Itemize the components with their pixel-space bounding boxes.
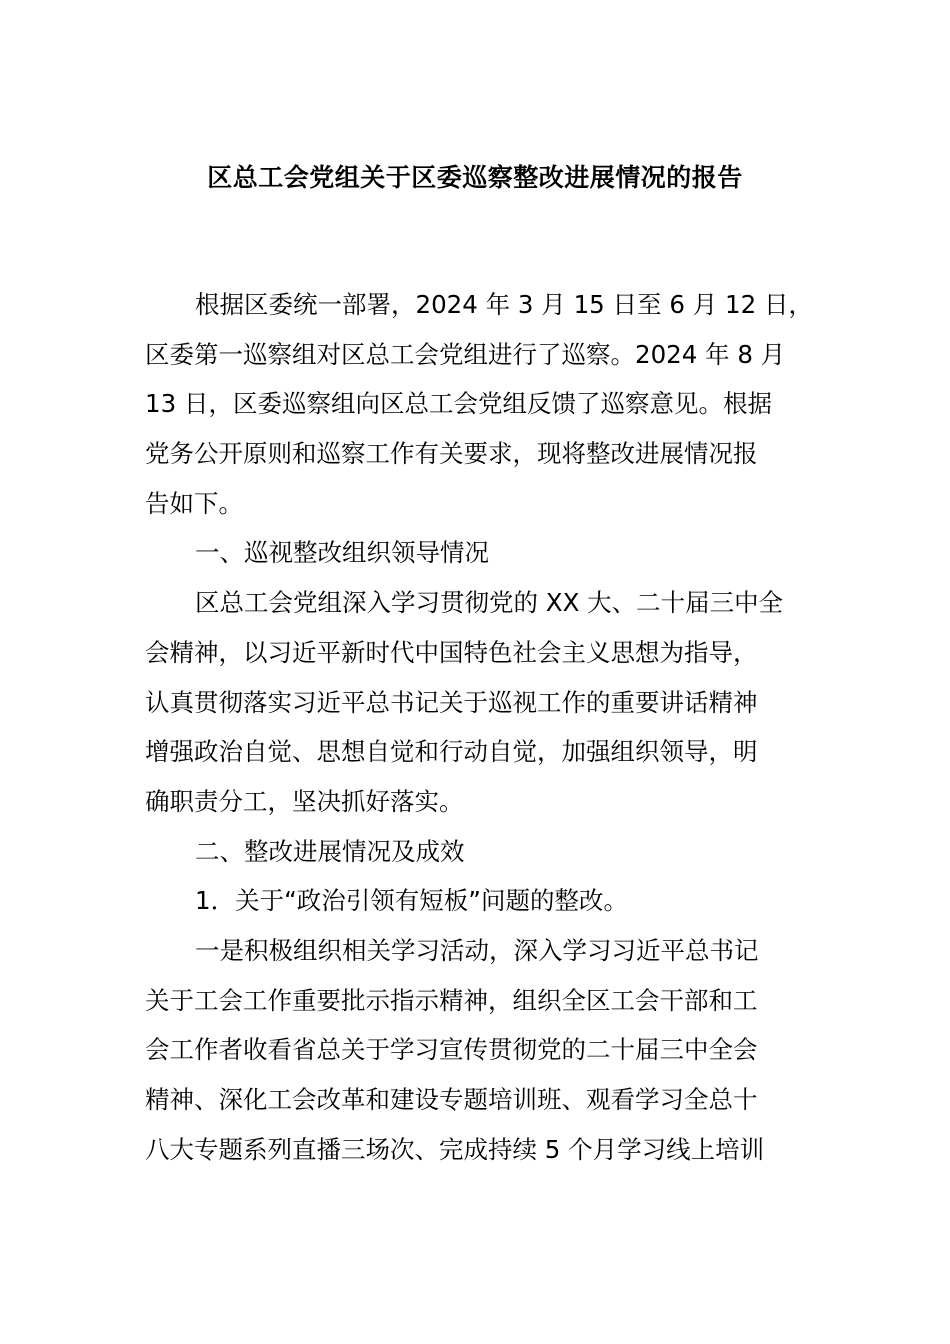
body-line: 增强政治自觉、思想自觉和行动自觉，加强组织领导，明 [145,737,758,767]
body-line: 一、巡视整改组织领导情况 [195,538,489,568]
body-line: 根据区委统一部署，2024 年 3 月 15 日至 6 月 12 日， [195,290,813,319]
body-line: 会精神，以习近平新时代中国特色社会主义思想为指导， [145,637,758,667]
document-body [145,280,825,1174]
body-line: 一是积极组织相关学习活动，深入学习习近平总书记 [195,935,759,965]
body-line: 告如下。 [145,488,243,518]
body-line: 关于工会工作重要批示指示精神，组织全区工会干部和工 [145,985,758,1015]
body-line: 精神、深化工会改革和建设专题培训班、观看学习全总十 [145,1085,758,1114]
body-line: 党务公开原则和巡察工作有关要求，现将整改进展情况报 [145,439,758,469]
body-line: 区总工会党组深入学习贯彻党的 XX 大、二十届三中全 [195,588,784,618]
body-line: 区委第一巡察组对区总工会党组进行了巡察。2024 年 8 月 [145,339,786,369]
body-line: 确职责分工，坚决抓好落实。 [145,786,464,816]
body-line: 八大专题系列直播三场次、完成持续 5 个月学习线上培训 [145,1134,765,1164]
body-line: 二、整改进展情况及成效 [195,836,465,866]
body-line: 1．关于“政治引领有短板”问题的整改。 [195,886,628,916]
body-line: 13 日，区委巡察组向区总工会党组反馈了巡察意见。根据 [145,389,772,419]
body-line: 会工作者收看省总关于学习宣传贯彻党的二十届三中全会 [145,1035,758,1065]
document-title: 区总工会党组关于区委巡察整改进展情况的报告 [207,163,743,192]
body-line: 认真贯彻落实习近平总书记关于巡视工作的重要讲话精神 [145,687,758,717]
